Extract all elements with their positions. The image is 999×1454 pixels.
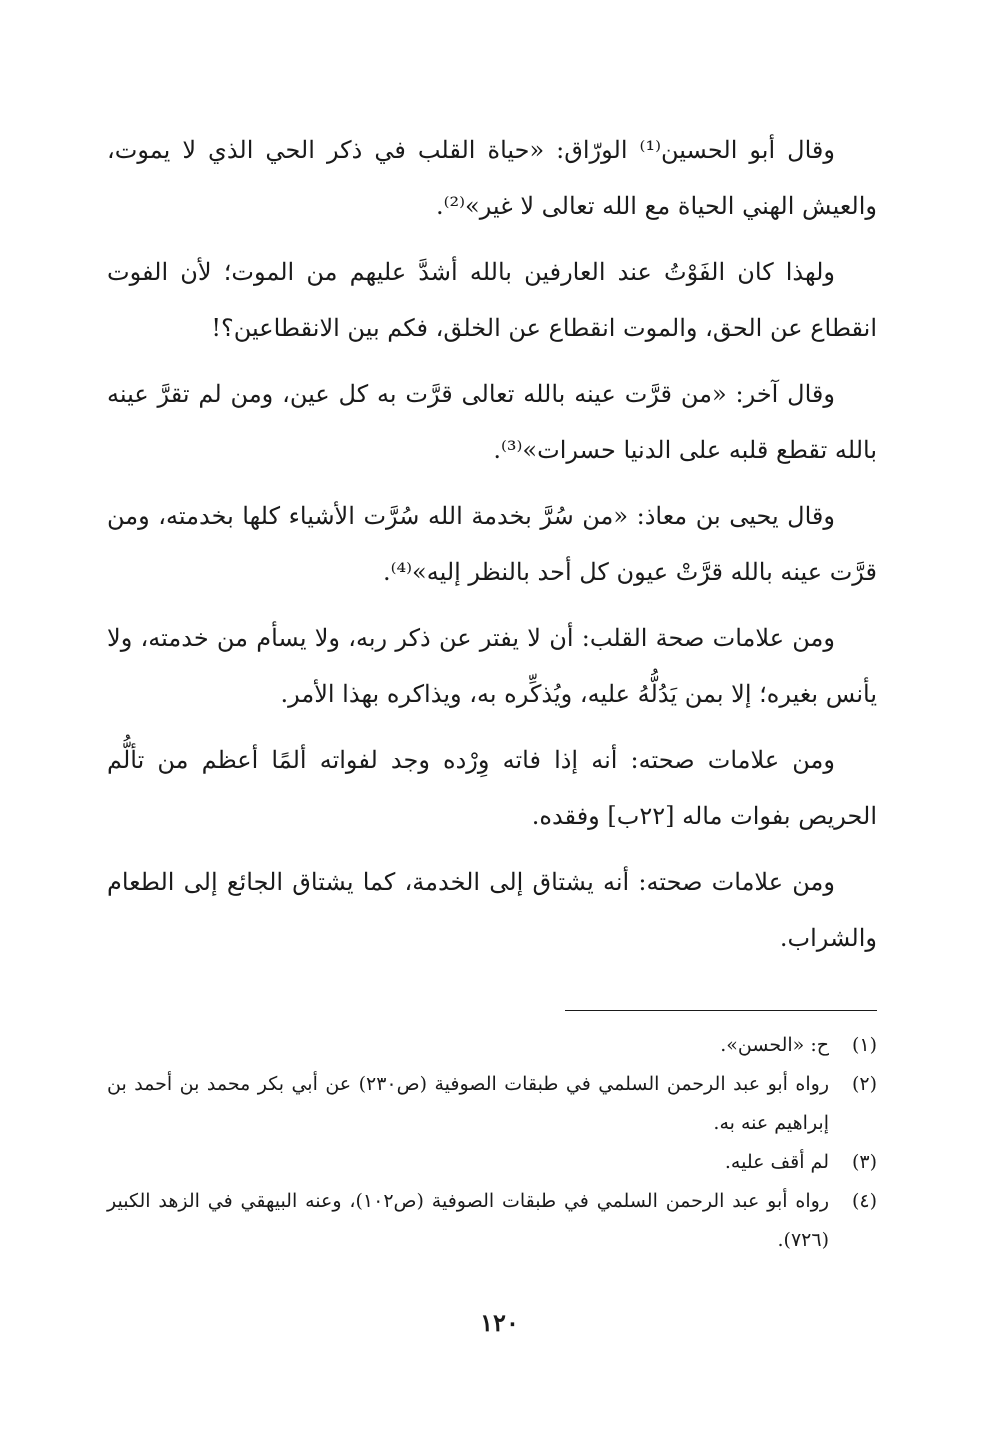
- main-text: [107, 122, 877, 976]
- paragraph: ومن علامات صحة القلب: أن لا يفتر عن ذكر ربه، ولا يسأم من خدمته، ولا يأنس بغيره؛ إلا بمن يَدُلُّهُ عليه، ويُذكِّره به، ويذاكره بهذا الأمر.: [107, 624, 877, 708]
- paragraph: وقال آخر: «من قرَّت عينه بالله تعالى قرَّت به كل عين، ومن لم تقرَّ عينه بالله تقطع قلبه على الدنيا حسرات»⁽³⁾.: [107, 380, 877, 464]
- footnote: [107, 1143, 877, 1182]
- footnote-divider: [565, 1010, 877, 1011]
- footnote: [107, 1026, 877, 1065]
- footnote-number: (٢): [851, 1073, 877, 1095]
- paragraph: ولهذا كان الفَوْتُ عند العارفين بالله أشدَّ عليهم من الموت؛ لأن الفوت انقطاع عن الحق، والموت انقطاع عن الخلق، فكم بين الانقطاعين؟!: [107, 258, 877, 342]
- footnotes: [107, 1026, 877, 1260]
- footnote-text: رواه أبو عبد الرحمن السلمي في طبقات الصوفية (ص٢٣٠) عن أبي بكر محمد بن أحمد بن إبراهيم عنه به.: [107, 1073, 829, 1134]
- paragraph: ومن علامات صحته: أنه يشتاق إلى الخدمة، كما يشتاق الجائع إلى الطعام والشراب.: [107, 868, 877, 952]
- footnote-number: (٣): [851, 1151, 877, 1173]
- footnote: [107, 1065, 877, 1143]
- paragraph: ومن علامات صحته: أنه إذا فاته وِرْده وجد لفواته ألمًا أعظم من تألُّم الحريص بفوات ماله [٢٢ب] وفقده.: [107, 746, 877, 830]
- footnote-number: (٤): [851, 1190, 877, 1212]
- footnote-text: ح: «الحسن».: [720, 1034, 829, 1056]
- page-number: ١٢٠: [480, 1308, 519, 1337]
- footnote: [107, 1182, 877, 1260]
- paragraph: وقال يحيى بن معاذ: «من سُرَّ بخدمة الله سُرَّت الأشياء كلها بخدمته، ومن قرَّت عينه بالله قرَّتْ عيون كل أحد بالنظر إليه»⁽⁴⁾.: [107, 502, 877, 586]
- footnote-number: (١): [851, 1034, 877, 1056]
- paragraph: وقال أبو الحسين⁽¹⁾ الورّاق: «حياة القلب في ذكر الحي الذي لا يموت، والعيش الهني الحياة مع الله تعالى لا غير»⁽²⁾.: [107, 136, 877, 220]
- footnote-text: لم أقف عليه.: [724, 1151, 829, 1173]
- footnote-text: رواه أبو عبد الرحمن السلمي في طبقات الصوفية (ص١٠٢)، وعنه البيهقي في الزهد الكبير (٧٢٦).: [107, 1190, 829, 1251]
